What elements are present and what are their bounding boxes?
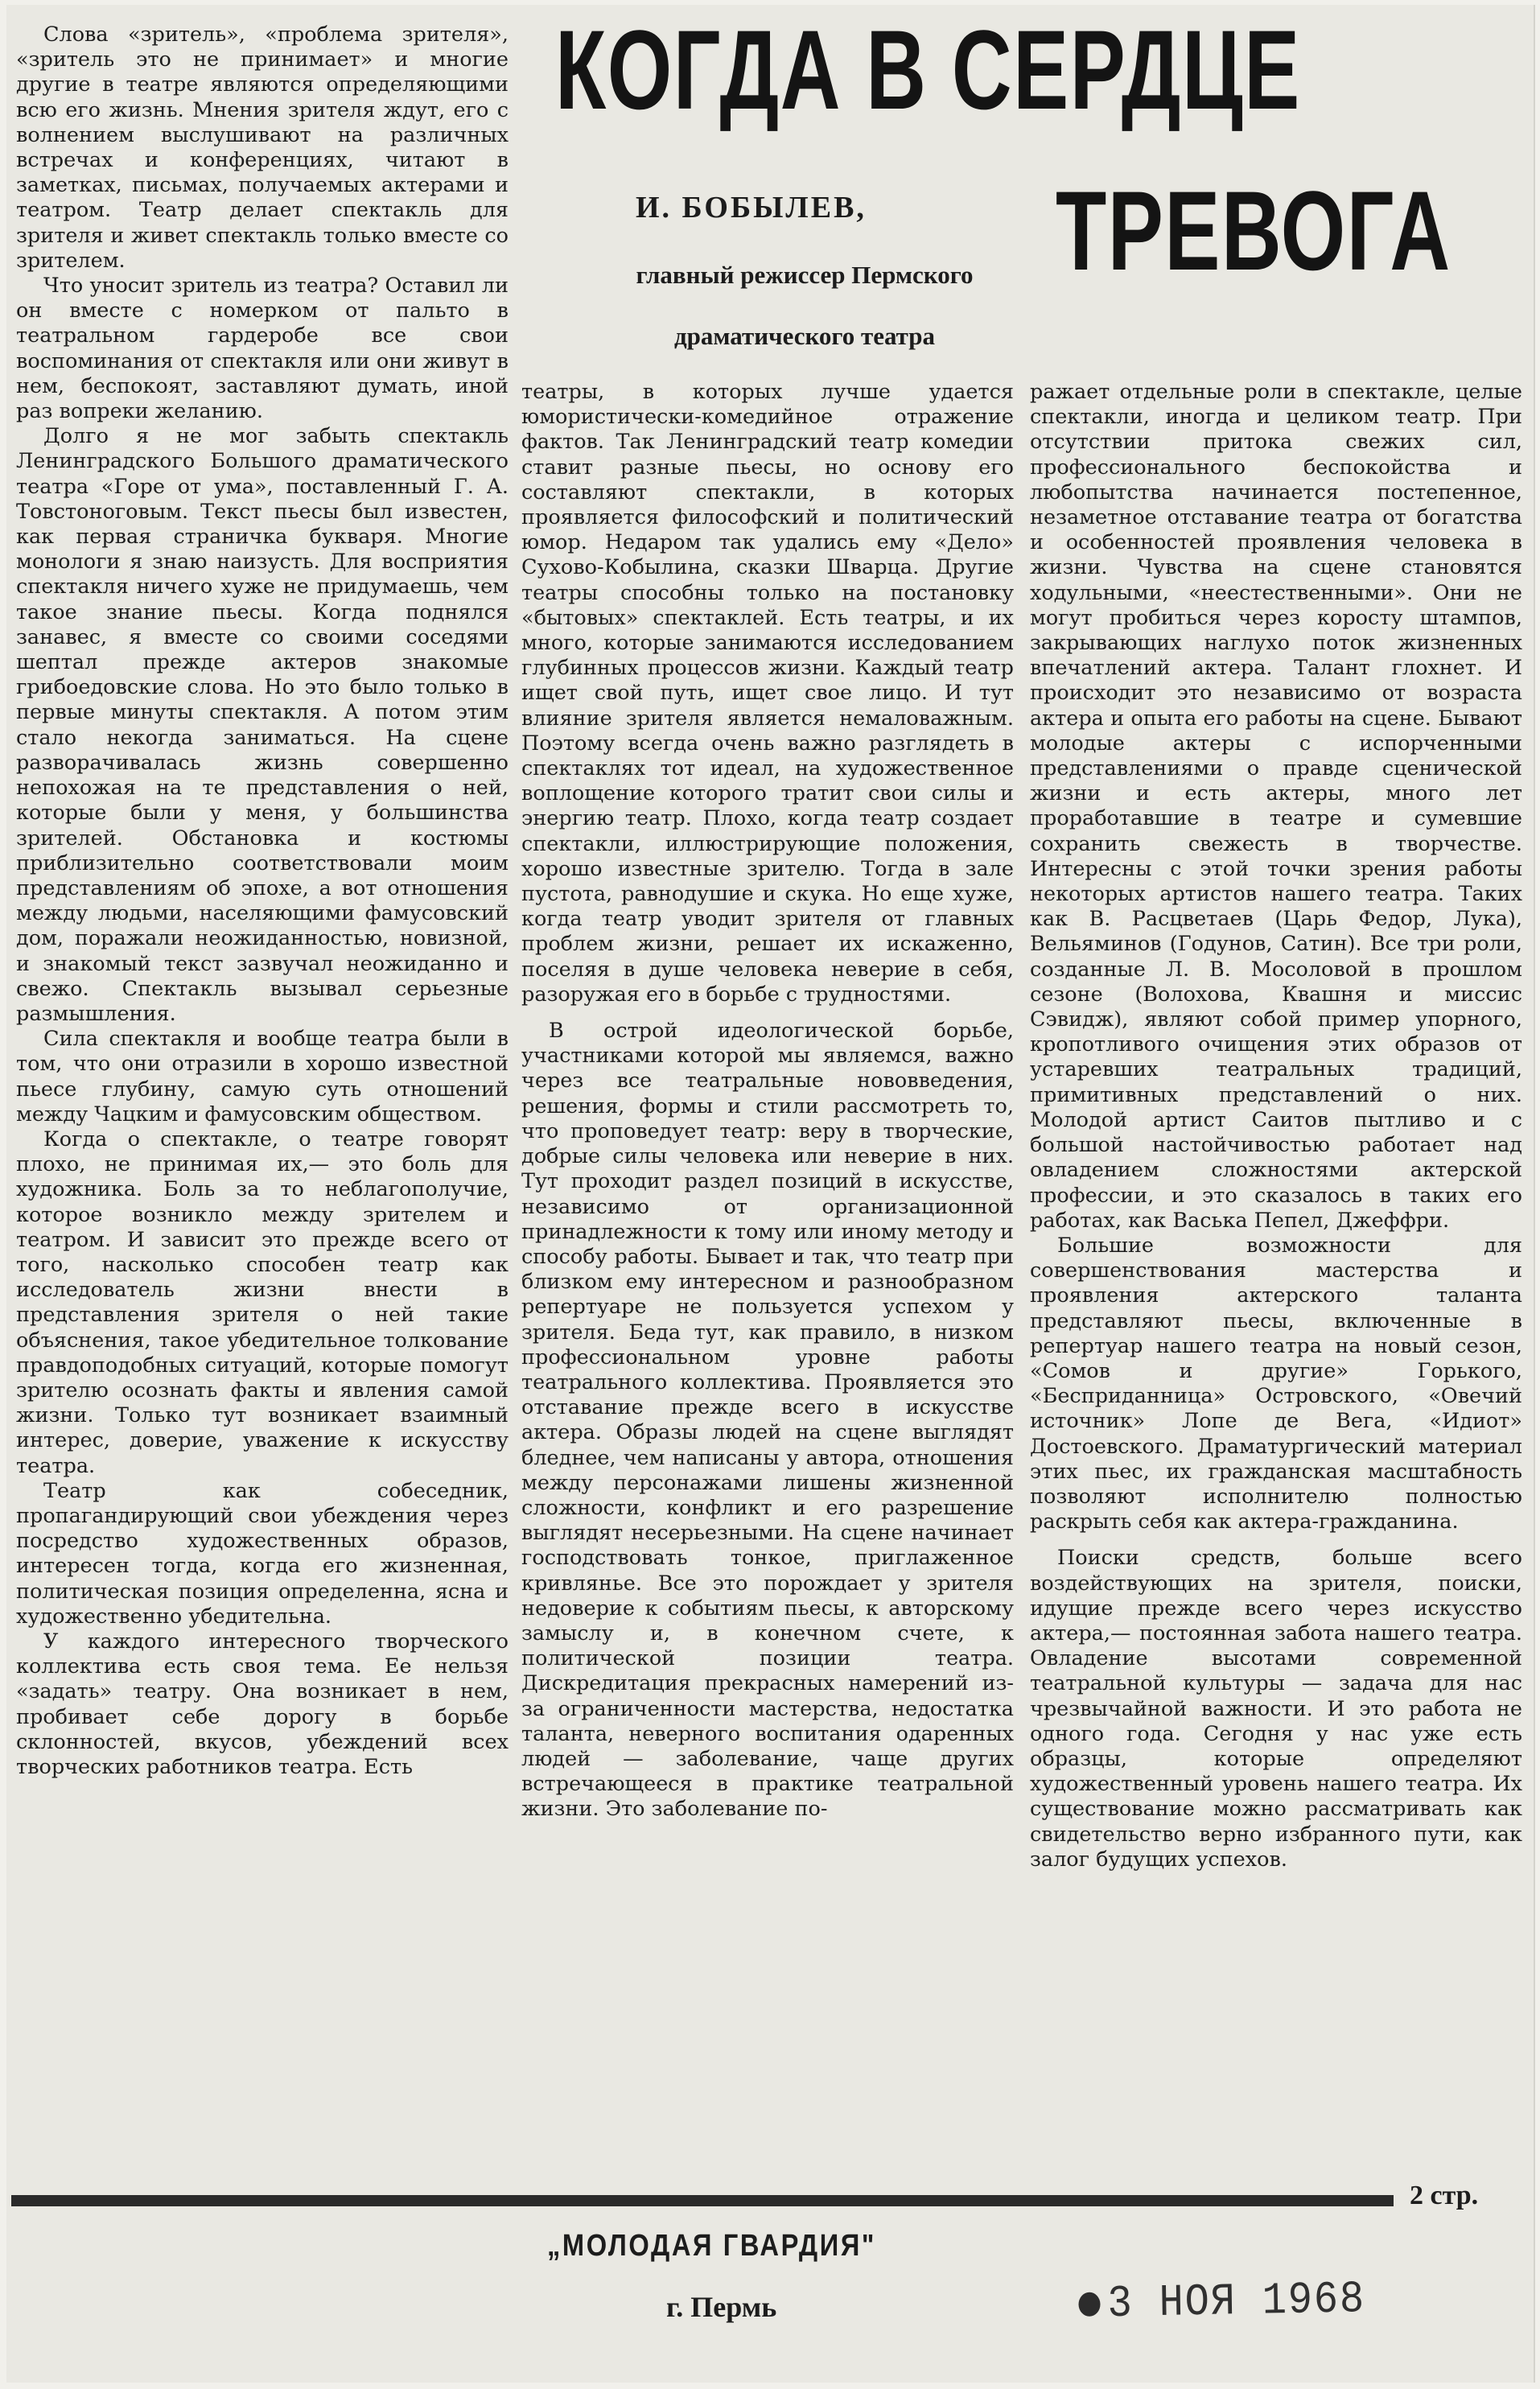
date-stamp <box>1078 2273 1365 2330</box>
paragraph: У каждого интересного творческого коллектива есть своя тема. Ее нельзя «задать» театру. Она возникает в нем, пробивает себе дорогу в борьбе склонностей, вкусов, убеждений всех творческих работников театра. Есть <box>16 1629 509 1780</box>
paragraph: Долго я не мог забыть спектакль Ленинградского Большого драматического театра «Горе от ума», поставленный Г. А. Товстоноговым. Текст пьесы был известен, как первая страничка букваря. Многие монологи я знаю наизусть. Для восприятия спектакля ничего хуже не придумаешь, чем такое знание пьесы. Когда поднялся занавес, я вместе со своими соседями шептал прежде актеров знакомые грибоедовские слова. Но это было только в первые минуты спектакля. А потом этим стало некогда заниматься. На сцене разворачивалась жизнь совершенно непохожая на те представления о ней, которые были у меня, у большинства зрителей. Обстановка и костюмы приблизительно соответствовали моим представлениям об эпохе, а вот отношения между людьми, населяющими фамусовский дом, поражали неожиданностью, новизной, и знакомый текст зазвучал неожиданно и свежо. Спектакль вызывал серьезные размышления. <box>16 424 509 1026</box>
author-name: И. БОБЫЛЕВ, <box>636 191 867 224</box>
newspaper-name: „МОЛОДАЯ ГВАРДИЯ" <box>547 2229 876 2263</box>
city-name: г. Пермь <box>666 2291 777 2323</box>
author-title-line-2: драматического театра <box>673 322 936 350</box>
page-number: 2 стр. <box>1410 2181 1479 2210</box>
headline-line-2: ТРЕВОГА <box>1056 167 1451 294</box>
stamp-dot-icon <box>1078 2292 1100 2317</box>
article-column-3 <box>1030 380 1522 2187</box>
author-title <box>555 245 1054 367</box>
headline-line-1: КОГДА В СЕРДЦЕ <box>555 6 1301 133</box>
paragraph: ражает отдельные роли в спектакле, целые спектакли, иногда и целиком театр. При отсутствии притока свежих сил, профессионального беспокойства и любопытства начинается постепенное, незаметное отставание театра от богатства и особенностей проявления человека в жизни. Чувства на сцене становятся ходульными, «неестественными». Они не могут пробиться через коросту штампов, закрывающих наглухо поток жизненных впечатлений актера. Талант глохнет. И происходит это независимо от возраста актера и опыта его работы на сцене. Бывают молодые актеры с испорченными представлениями о правде сценической жизни и есть актеры, много лет проработавшие в театре и сумевшие сохранить свежесть в творчестве. Интересны с этой точки зрения работы некоторых артистов нашего театра. Таких как В. Расцветаев (Царь Федор, Лука), Вельяминов (Годунов, Сатин). Все три роли, созданные Л. В. Мосоловой в прошлом сезоне (Волохова, Квашня и миссис Сэвидж), являют собой пример упорного, кропотливого очищения этих образов от устаревших театральных традиций, примитивных представлений о них. Молодой артист Саитов пытливо и с большой настойчивостью работает над овладением сложностями актерской профессии, и это сказалось в таких его работах, как Васька Пепел, Джеффри. <box>1030 380 1522 1233</box>
article-column-1 <box>16 23 509 2187</box>
footer-rule <box>11 2195 1394 2206</box>
paragraph: Слова «зритель», «проблема зрителя», «зритель это не принимает» и многие другие в театре являются определяющими всю его жизнь. Мнения зрителя ждут, его с волнением выслушивают на различных встречах и конференциях, читают в заметках, письмах, получаемых актерами и театром. Театр делает спектакль для зрителя и живет спектакль только вместе со зрителем. <box>16 23 509 273</box>
paragraph: Поиски средств, больше всего воздействующих на зрителя, поиски, идущие прежде всего через искусство актера,— постоянная забота нашего театра. Овладение высотами современной театральной культуры — задача для нас чрезвычайной важности. И это работа не одного года. Сегодня у нас уже есть образцы, которые определяют художественный уровень нашего театра. Их существование можно рассматривать как свидетельство верно избранного пути, как залог будущих успехов. <box>1030 1546 1522 1872</box>
paragraph: В острой идеологической борьбе, участниками которой мы являемся, важно через все театральные нововведения, решения, формы и стили рассмотреть то, что проповедует театр: веру в творческие, добрые силы человека или неверие в них. Тут проходит раздел позиций в искусстве, независимо от организационной принадлежности к тому или иному методу и способу работы. Бывает и так, что театр при близком ему интересном и разнообразном репертуаре не пользуется успехом у зрителя. Беда тут, как правило, в низком профессиональном уровне работы театрального коллектива. Проявляется это отставание прежде всего в искусстве актера. Образы людей на сцене выглядят бледнее, чем написаны у автора, отношения между персонажами лишены жизненной сложности, конфликт и его разрешение выглядят несерьезными. На сцене начинает господствовать тонкое, приглаженное кривлянье. Все это порождает у зрителя недоверие к событиям пьесы, к авторскому замыслу и, в конечном счете, к политической позиции театра. Дискредитация прекрасных намерений из-за ограниченности мастерства, недостатка таланта, неверного воспитания одаренных людей — заболевание, чаще других встречающееся в практике театральной жизни. Это заболевание по- <box>521 1019 1014 1822</box>
paragraph: Большие возможности для совершенствования мастерства и проявления актерского таланта представляют пьесы, включенные в репертуар нашего театра на новый сезон, «Сомов и другие» Горького, «Бесприданница» Островского, «Овечий источник» Лопе де Вега, «Идиот» Достоевского. Драматургический материал этих пьес, их гражданская масштабность позволяют исполнителю полностью раскрыть себя как актера-гражданина. <box>1030 1233 1522 1534</box>
paragraph: Сила спектакля и вообще театра были в том, что они отразили в хорошо известной пьесе глубину, самую суть отношений между Чацким и фамусовским обществом. <box>16 1027 509 1127</box>
paragraph: Что уносит зритель из театра? Оставил ли он вместе с номерком от пальто в театральном гардеробе все свои воспоминания от спектакля или они живут в нем, беспокоят, заставляют думать, иной раз вопреки желанию. <box>16 274 509 424</box>
paragraph: Когда о спектакле, о театре говорят плохо, не принимая их,— это боль для художника. Боль за то неблагополучие, которое возникло между зрителем и театром. И зависит это прежде всего от того, насколько способен театр как исследователь жизни внести в представления зрителя о ней такие объяснения, такое убедительное толкование правдоподобных ситуаций, которые помогут зрителю осознать факты и явления самой жизни. Только тут возникает взаимный интерес, доверие, уважение к искусству театра. <box>16 1127 509 1478</box>
date-stamp-text: 3 НОЯ 1968 <box>1106 2273 1366 2330</box>
paragraph: театры, в которых лучше удается юмористически-комедийное отражение фактов. Так Ленинградский театр комедии ставит разные пьесы, но основу его составляют спектакли, в которых проявляется философский и политический юмор. Недаром так удались ему «Дело» Сухово-Кобылина, сказки Шварца. Другие театры способны только на постановку «бытовых» спектаклей. Есть театры, и их много, которые занимаются исследованием глубинных процессов жизни. Каждый театр ищет свой путь, ищет свое лицо. И тут влияние зрителя является немаловажным. Поэтому всегда очень важно разглядеть в спектаклях тот идеал, на художественное воплощение которого тратит свои силы и энергию театр. Плохо, когда театр создает спектакли, иллюстрирующие положения, хорошо известные зрителю. Тогда в зале пустота, равнодушие и скука. Но еще хуже, когда театр уводит зрителя от главных проблем жизни, решает их искаженно, поселяя в душе человека неверие в себя, разоружая его в борьбе с трудностями. <box>521 380 1014 1007</box>
article-column-2 <box>521 380 1014 2187</box>
paragraph: Театр как собеседник, пропагандирующий свои убеждения через посредство художественных образов, интересен тогда, когда его жизненная, политическая позиция определенна, ясна и художественно убедительна. <box>16 1478 509 1629</box>
author-title-line-1: главный режиссер Пермского <box>636 261 974 289</box>
